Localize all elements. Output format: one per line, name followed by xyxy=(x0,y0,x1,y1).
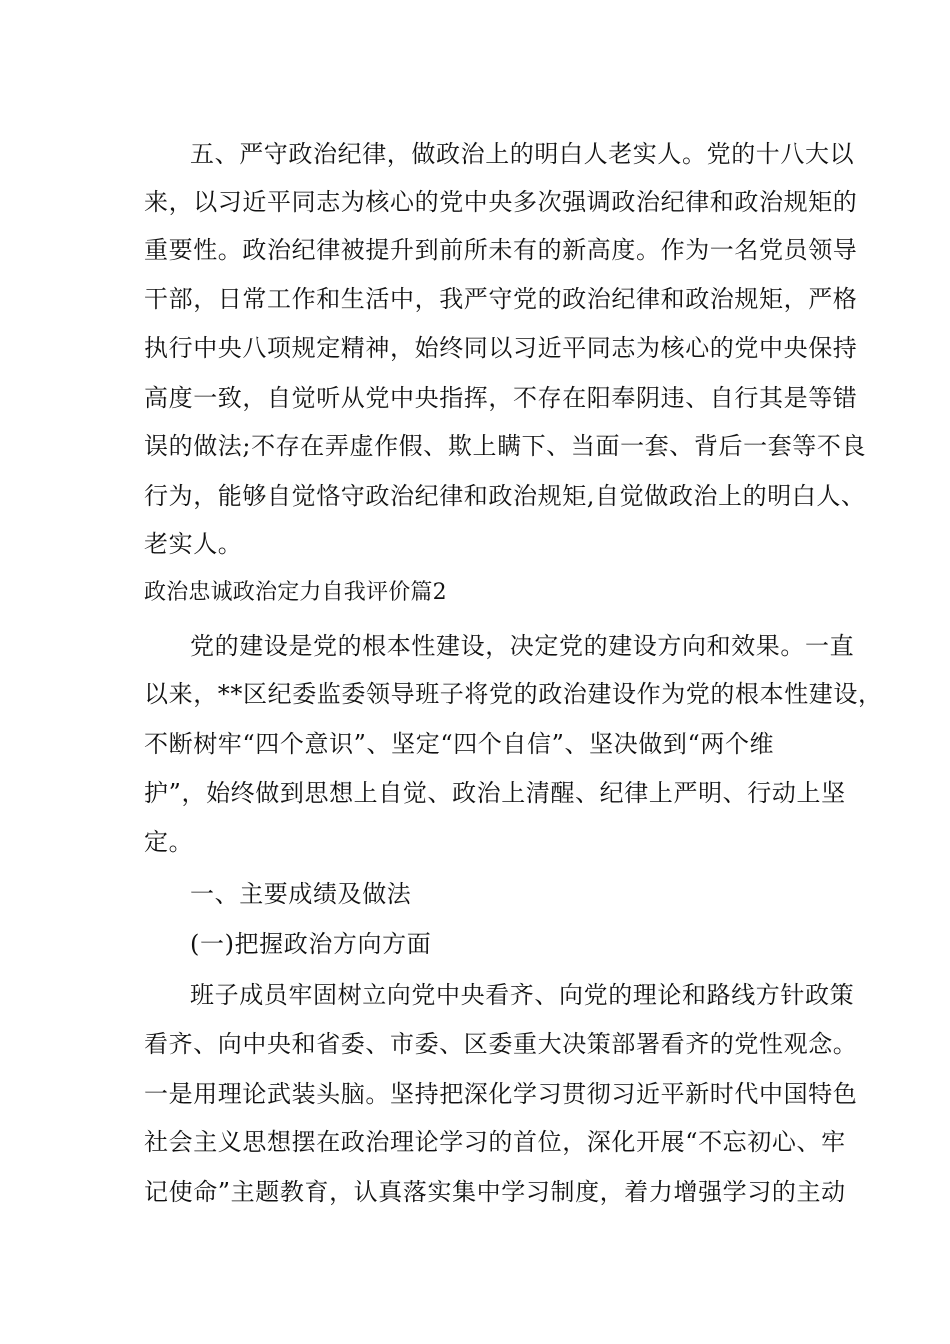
section-heading: 政治忠诚政治定力自我评价篇2 xyxy=(144,580,447,605)
text-line: 一是用理论武装头脑。坚持把深化学习贯彻习近平新时代中国特色 xyxy=(144,1080,858,1108)
subheading: (一)把握政治方向方面 xyxy=(190,930,432,958)
text-line: 看齐、向中央和省委、市委、区委重大决策部署看齐的党性观念。 xyxy=(144,1030,858,1058)
text-line: 来，以习近平同志为核心的党中央多次强调政治纪律和政治规矩的 xyxy=(144,188,858,216)
text-line: 行为，能够自觉恪守政治纪律和政治规矩,自觉做政治上的明白人、 xyxy=(144,482,866,510)
text-line: 社会主义思想摆在政治理论学习的首位，深化开展“不忘初心、牢 xyxy=(144,1128,846,1156)
text-line: 不断树牢“四个意识”、坚定“四个自信”、坚决做到“两个维 xyxy=(144,730,775,758)
text-line: 护”，始终做到思想上自觉、政治上清醒、纪律上严明、行动上坚 xyxy=(144,779,846,807)
text-line: 五、严守政治纪律，做政治上的明白人老实人。党的十八大以 xyxy=(190,140,855,168)
text-line: 以来，**区纪委监委领导班子将党的政治建设作为党的根本性建设， xyxy=(144,680,883,708)
text-line: 记使命”主题教育，认真落实集中学习制度，着力增强学习的主动 xyxy=(144,1178,846,1206)
text-line: 干部，日常工作和生活中，我严守党的政治纪律和政治规矩，严格 xyxy=(144,285,858,313)
text-line: 执行中央八项规定精神，始终同以习近平同志为核心的党中央保持 xyxy=(144,334,858,362)
text-line: 定。 xyxy=(144,828,194,856)
text-line: 误的做法;不存在弄虚作假、欺上瞒下、当面一套、背后一套等不良 xyxy=(144,432,867,460)
text-line: 党的建设是党的根本性建设，决定党的建设方向和效果。一直 xyxy=(190,632,855,660)
text-line: 老实人。 xyxy=(144,530,243,558)
subheading: 一、主要成绩及做法 xyxy=(190,880,412,908)
text-line: 重要性。政治纪律被提升到前所未有的新高度。作为一名党员领导 xyxy=(144,236,858,264)
text-line: 班子成员牢固树立向党中央看齐、向党的理论和路线方针政策 xyxy=(190,981,855,1009)
text-line: 高度一致，自觉听从党中央指挥，不存在阳奉阴违、自行其是等错 xyxy=(144,384,858,412)
